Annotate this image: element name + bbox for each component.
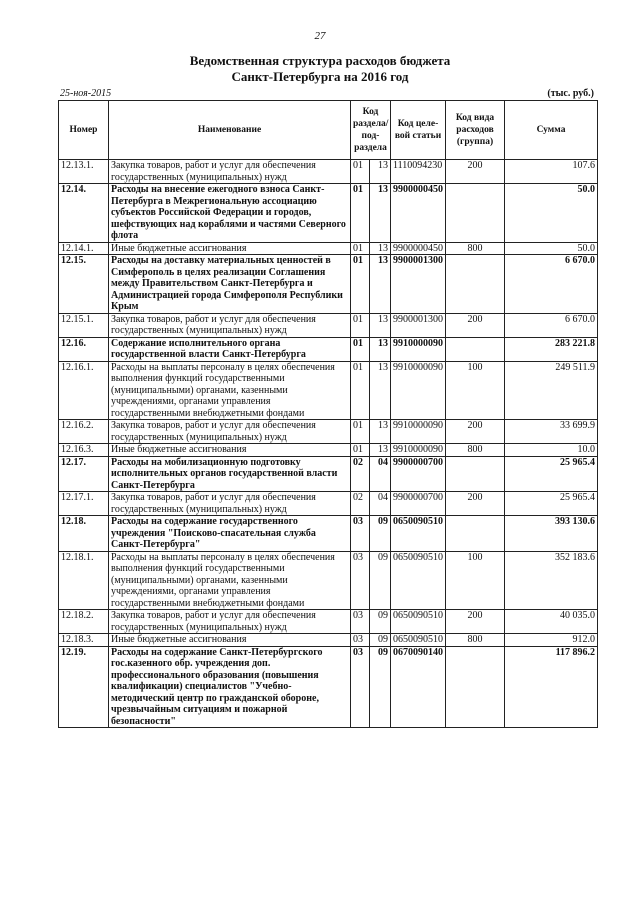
row-name: Расходы на содержание Санкт-Петербургского гос.казенного обр. учреждения доп. профессионального образования (повышения квалификации) специалистов "Учебно-методический центр по гражданской обороне, чрезвычайным ситуациям и пожарной безопасности" (109, 646, 351, 728)
row-name: Расходы на доставку материальных ценностей в Симферополь в целях реализации Соглашения между Правительством Санкт-Петербурга и Администрацией города Симферополя Республики Крым (109, 255, 351, 314)
row-expense-type: 100 (446, 361, 505, 420)
row-number: 12.18.3. (59, 634, 109, 647)
row-subsection-code: 09 (370, 646, 391, 728)
row-section-code: 01 (351, 444, 370, 457)
row-name: Иные бюджетные ассигнования (109, 444, 351, 457)
row-subsection-code: 09 (370, 516, 391, 552)
row-subsection-code: 13 (370, 444, 391, 457)
row-target-code: 0650090510 (391, 610, 446, 634)
row-expense-type (446, 255, 505, 314)
row-target-code: 0650090510 (391, 634, 446, 647)
row-subsection-code: 13 (370, 184, 391, 243)
row-section-code: 03 (351, 610, 370, 634)
header-number: Номер (59, 101, 109, 160)
row-amount: 393 130.6 (505, 516, 598, 552)
table-row (59, 646, 598, 728)
row-expense-type: 800 (446, 634, 505, 647)
row-subsection-code: 09 (370, 551, 391, 610)
table-row (59, 492, 598, 516)
table-row (59, 361, 598, 420)
row-subsection-code: 13 (370, 361, 391, 420)
budget-table (58, 100, 598, 728)
document-title (0, 53, 640, 85)
row-target-code: 9910000090 (391, 361, 446, 420)
table-row (59, 634, 598, 647)
row-name: Закупка товаров, работ и услуг для обеспечения государственных (муниципальных) нужд (109, 313, 351, 337)
row-target-code: 0670090140 (391, 646, 446, 728)
row-amount: 352 183.6 (505, 551, 598, 610)
table-row (59, 551, 598, 610)
row-amount: 6 670.0 (505, 313, 598, 337)
row-name: Закупка товаров, работ и услуг для обеспечения государственных (муниципальных) нужд (109, 160, 351, 184)
row-section-code: 03 (351, 634, 370, 647)
table-row (59, 242, 598, 255)
row-number: 12.16. (59, 337, 109, 361)
row-number: 12.15.1. (59, 313, 109, 337)
row-expense-type: 200 (446, 492, 505, 516)
row-number: 12.18. (59, 516, 109, 552)
row-name: Расходы на мобилизационную подготовку исполнительных органов государственной власти Санкт-Петербурга (109, 456, 351, 492)
title-line-1: Ведомственная структура расходов бюджета (189, 53, 451, 68)
row-section-code: 01 (351, 242, 370, 255)
row-amount: 10.0 (505, 444, 598, 457)
header-target: Код целе- вой статьи (391, 101, 446, 160)
row-section-code: 01 (351, 313, 370, 337)
table-row (59, 255, 598, 314)
table-row (59, 184, 598, 243)
row-target-code: 9900001300 (391, 255, 446, 314)
row-target-code: 9900000700 (391, 492, 446, 516)
row-target-code: 9900000450 (391, 184, 446, 243)
row-expense-type: 100 (446, 551, 505, 610)
row-section-code: 03 (351, 516, 370, 552)
row-target-code: 9910000090 (391, 337, 446, 361)
row-target-code: 9900000700 (391, 456, 446, 492)
row-name: Закупка товаров, работ и услуг для обеспечения государственных (муниципальных) нужд (109, 420, 351, 444)
row-name: Иные бюджетные ассигнования (109, 242, 351, 255)
row-subsection-code: 13 (370, 337, 391, 361)
table-row (59, 313, 598, 337)
row-target-code: 0650090510 (391, 551, 446, 610)
table-row (59, 160, 598, 184)
row-number: 12.14. (59, 184, 109, 243)
row-expense-type (446, 337, 505, 361)
row-number: 12.18.1. (59, 551, 109, 610)
row-name: Расходы на выплаты персоналу в целях обеспечения выполнения функций государственными (муниципальными) органами, казенными учреждениями, органами управления государственными внебюджетными фондами (109, 361, 351, 420)
row-subsection-code: 13 (370, 313, 391, 337)
row-section-code: 01 (351, 184, 370, 243)
row-target-code: 1110094230 (391, 160, 446, 184)
row-amount: 283 221.8 (505, 337, 598, 361)
row-expense-type: 800 (446, 444, 505, 457)
row-target-code: 9910000090 (391, 444, 446, 457)
row-name: Расходы на содержание государственного учреждения "Поисково-спасательная служба Санкт-Петербурга" (109, 516, 351, 552)
table-body (59, 160, 598, 728)
row-name: Иные бюджетные ассигнования (109, 634, 351, 647)
row-amount: 25 965.4 (505, 456, 598, 492)
row-subsection-code: 09 (370, 610, 391, 634)
table-row (59, 610, 598, 634)
header-amount: Сумма (505, 101, 598, 160)
row-section-code: 01 (351, 255, 370, 314)
row-name: Расходы на выплаты персоналу в целях обеспечения выполнения функций государственными (муниципальными) органами, казенными учреждениями, органами управления государственными внебюджетными фондами (109, 551, 351, 610)
row-number: 12.17.1. (59, 492, 109, 516)
row-amount: 107.6 (505, 160, 598, 184)
row-target-code: 9900001300 (391, 313, 446, 337)
row-section-code: 03 (351, 646, 370, 728)
table-row (59, 456, 598, 492)
row-subsection-code: 04 (370, 492, 391, 516)
header-name: Наименование (109, 101, 351, 160)
row-target-code: 0650090510 (391, 516, 446, 552)
row-expense-type: 800 (446, 242, 505, 255)
row-amount: 249 511.9 (505, 361, 598, 420)
table-row (59, 337, 598, 361)
row-number: 12.13.1. (59, 160, 109, 184)
row-section-code: 01 (351, 420, 370, 444)
row-amount: 912.0 (505, 634, 598, 647)
row-section-code: 03 (351, 551, 370, 610)
row-name: Закупка товаров, работ и услуг для обеспечения государственных (муниципальных) нужд (109, 610, 351, 634)
row-amount: 40 035.0 (505, 610, 598, 634)
row-subsection-code: 13 (370, 420, 391, 444)
row-number: 12.17. (59, 456, 109, 492)
row-amount: 50.0 (505, 242, 598, 255)
row-expense-type: 200 (446, 420, 505, 444)
row-subsection-code: 13 (370, 242, 391, 255)
row-amount: 25 965.4 (505, 492, 598, 516)
row-number: 12.15. (59, 255, 109, 314)
header-expense-type: Код вида расходов (группа) (446, 101, 505, 160)
header-section: Код раздела/ под- раздела (351, 101, 391, 160)
row-number: 12.14.1. (59, 242, 109, 255)
row-section-code: 01 (351, 160, 370, 184)
title-line-2: Санкт-Петербурга на 2016 год (231, 69, 409, 84)
row-name: Закупка товаров, работ и услуг для обеспечения государственных (муниципальных) нужд (109, 492, 351, 516)
row-name: Содержание исполнительного органа государственной власти Санкт-Петербурга (109, 337, 351, 361)
row-section-code: 02 (351, 492, 370, 516)
table-row (59, 444, 598, 457)
header-row (59, 101, 598, 160)
row-number: 12.18.2. (59, 610, 109, 634)
row-subsection-code: 13 (370, 255, 391, 314)
document-date: 25-ноя-2015 (60, 88, 112, 99)
row-subsection-code: 13 (370, 160, 391, 184)
row-name: Расходы на внесение ежегодного взноса Санкт-Петербурга в Межрегиональную ассоциацию субъектов Российской Федерации и городов, шефствующих над кораблями и частями Северного флота (109, 184, 351, 243)
units-label: (тыс. руб.) (547, 88, 594, 99)
row-number: 12.16.2. (59, 420, 109, 444)
row-target-code: 9910000090 (391, 420, 446, 444)
row-number: 12.16.1. (59, 361, 109, 420)
row-number: 12.16.3. (59, 444, 109, 457)
row-expense-type (446, 456, 505, 492)
table-row (59, 420, 598, 444)
row-amount: 117 896.2 (505, 646, 598, 728)
row-number: 12.19. (59, 646, 109, 728)
row-section-code: 01 (351, 337, 370, 361)
page-number: 27 (314, 30, 326, 42)
row-expense-type (446, 516, 505, 552)
row-expense-type (446, 646, 505, 728)
row-subsection-code: 04 (370, 456, 391, 492)
row-subsection-code: 09 (370, 634, 391, 647)
row-section-code: 02 (351, 456, 370, 492)
row-section-code: 01 (351, 361, 370, 420)
row-amount: 6 670.0 (505, 255, 598, 314)
row-amount: 50.0 (505, 184, 598, 243)
table-row (59, 516, 598, 552)
row-target-code: 9900000450 (391, 242, 446, 255)
row-expense-type: 200 (446, 313, 505, 337)
row-expense-type: 200 (446, 610, 505, 634)
row-amount: 33 699.9 (505, 420, 598, 444)
row-expense-type (446, 184, 505, 243)
row-expense-type: 200 (446, 160, 505, 184)
